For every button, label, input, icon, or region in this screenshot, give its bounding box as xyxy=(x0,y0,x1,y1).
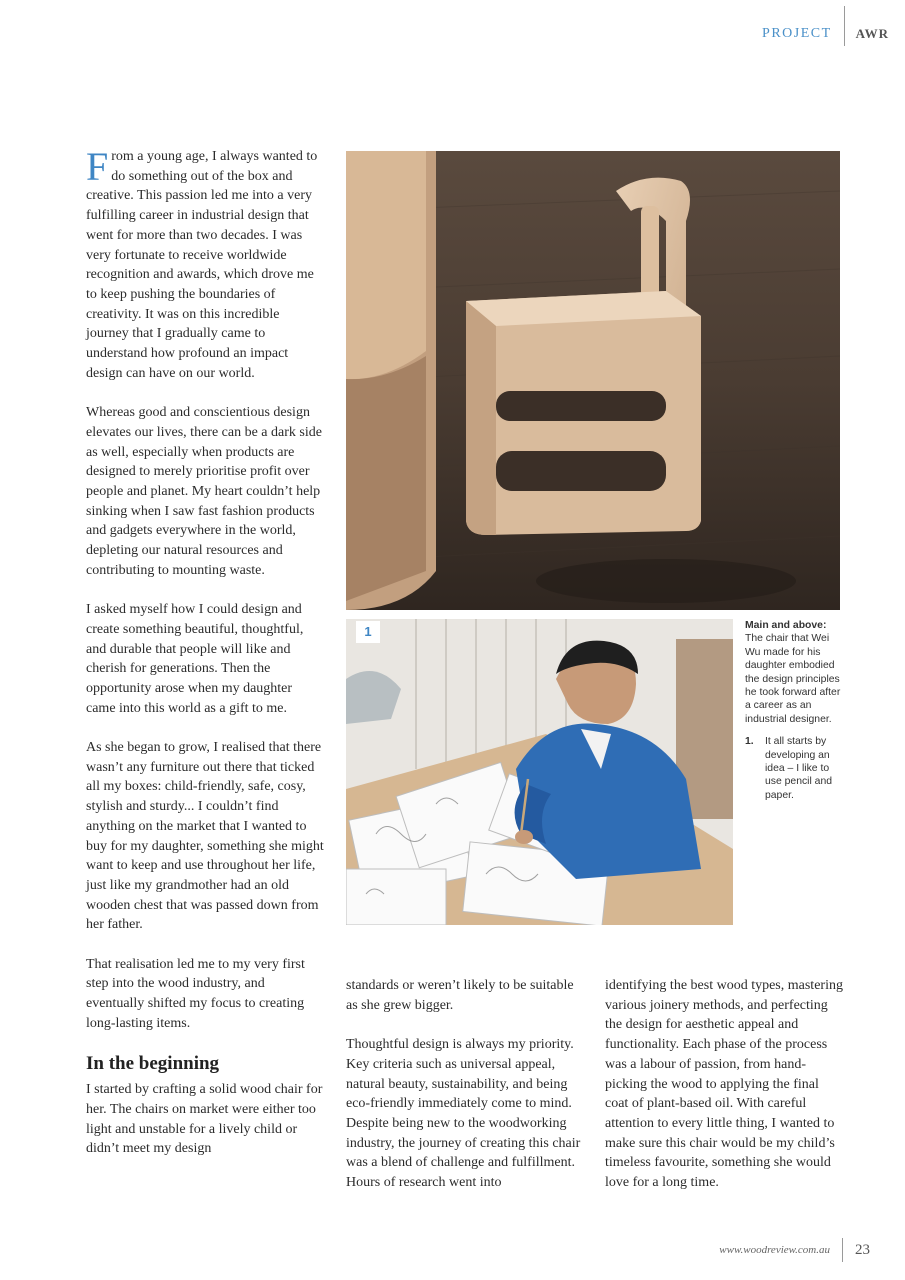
chair-photo xyxy=(346,151,840,610)
figure-number: 1 xyxy=(356,621,380,643)
paragraph: I started by crafting a solid wood chair for her. The chairs on market were either too light and unstable for a lively child or didn’t meet my design xyxy=(86,1082,323,1157)
page-footer xyxy=(719,1238,870,1262)
caption-text: The chair that Wei Wu made for his daughter embodied the design principles he took forward after a career as an industrial designer. xyxy=(745,633,841,725)
paragraph: As she began to grow, I realised that there wasn’t any furniture out there that ticked all my boxes: child-friendly, safe, cosy, stylish and sturdy... I couldn’t find anything on the market that I wanted to buy for my daughter, something she might want to keep and use throughout her life, just like my grandmother had an old wooden chest that was passed down from her father. xyxy=(86,740,324,933)
website-url: www.woodreview.com.au xyxy=(719,1244,830,1256)
paragraph: standards or weren’t likely to be suitable as she grew bigger. xyxy=(346,978,574,1013)
header-divider xyxy=(844,6,845,46)
paragraph-text: rom a young age, I always wanted to do something out of the box and creative. This passion led me into a very fulfilling career in industrial design that went for more than two decades. I was very fortunate to receive worldwide recognition and awards, which drove me to keep pushing the boundaries of creativity. It was on this incredible journey that I gradually came to understand how profound an impact design can have on our world. xyxy=(86,149,318,381)
page-header xyxy=(762,24,889,44)
paragraph: I asked myself how I could design and create something beautiful, thoughtful, and durable that people will like and cherish for generations. Then the opportunity arose when my daughter came into this world as a gift to me. xyxy=(86,602,304,716)
section-label: PROJECT xyxy=(762,26,832,41)
caption-item-text: It all starts by developing an idea – I like to use pencil and paper. xyxy=(765,736,833,801)
caption-title: Main and above: xyxy=(745,620,827,631)
photo-caption xyxy=(745,619,841,802)
caption-item xyxy=(745,735,841,802)
paragraph: Thoughtful design is always my priority. Key criteria such as universal appeal, natural beauty, sustainability, and being eco-friendly immediately come to mind. Despite being new to the woodworking industry, the journey of creating this chair was a blend of challenge and fulfillment. Hours of research went into xyxy=(346,1037,581,1191)
article-column-1 xyxy=(86,144,324,1179)
caption-item-number: 1. xyxy=(745,736,754,748)
article-column-3 xyxy=(605,976,845,1212)
article-column-2 xyxy=(346,976,582,1212)
subheading: In the beginning xyxy=(86,1053,220,1075)
paragraph: Whereas good and conscientious design elevates our lives, there can be a dark side as well, especially when products are designed to merely prioritise profit over people and planet. My heart couldn’t help sinking when I saw fast fashion products and gadgets everywhere in the world, depleting our natural resources and contributing to mounting waste. xyxy=(86,405,322,578)
paragraph: identifying the best wood types, mastering various joinery methods, and perfecting the design for aesthetic appeal and functionality. Each phase of the process was a labour of passion, from hand-picking the wood to applying the final coat of plant-based oil. With careful attention to every little thing, I wanted to make sure this chair would be my child’s timeless favourite, something she would love for a long time. xyxy=(605,978,843,1191)
drop-cap: F xyxy=(86,144,109,189)
paragraph xyxy=(86,144,324,383)
designer-sketching-photo xyxy=(346,619,733,925)
page-number: 23 xyxy=(855,1241,870,1258)
paragraph: That realisation led me to my very first step into the wood industry, and eventually shifted my focus to creating long-lasting items. xyxy=(86,956,305,1031)
footer-divider xyxy=(842,1238,843,1262)
magazine-label: AWR xyxy=(855,26,889,41)
